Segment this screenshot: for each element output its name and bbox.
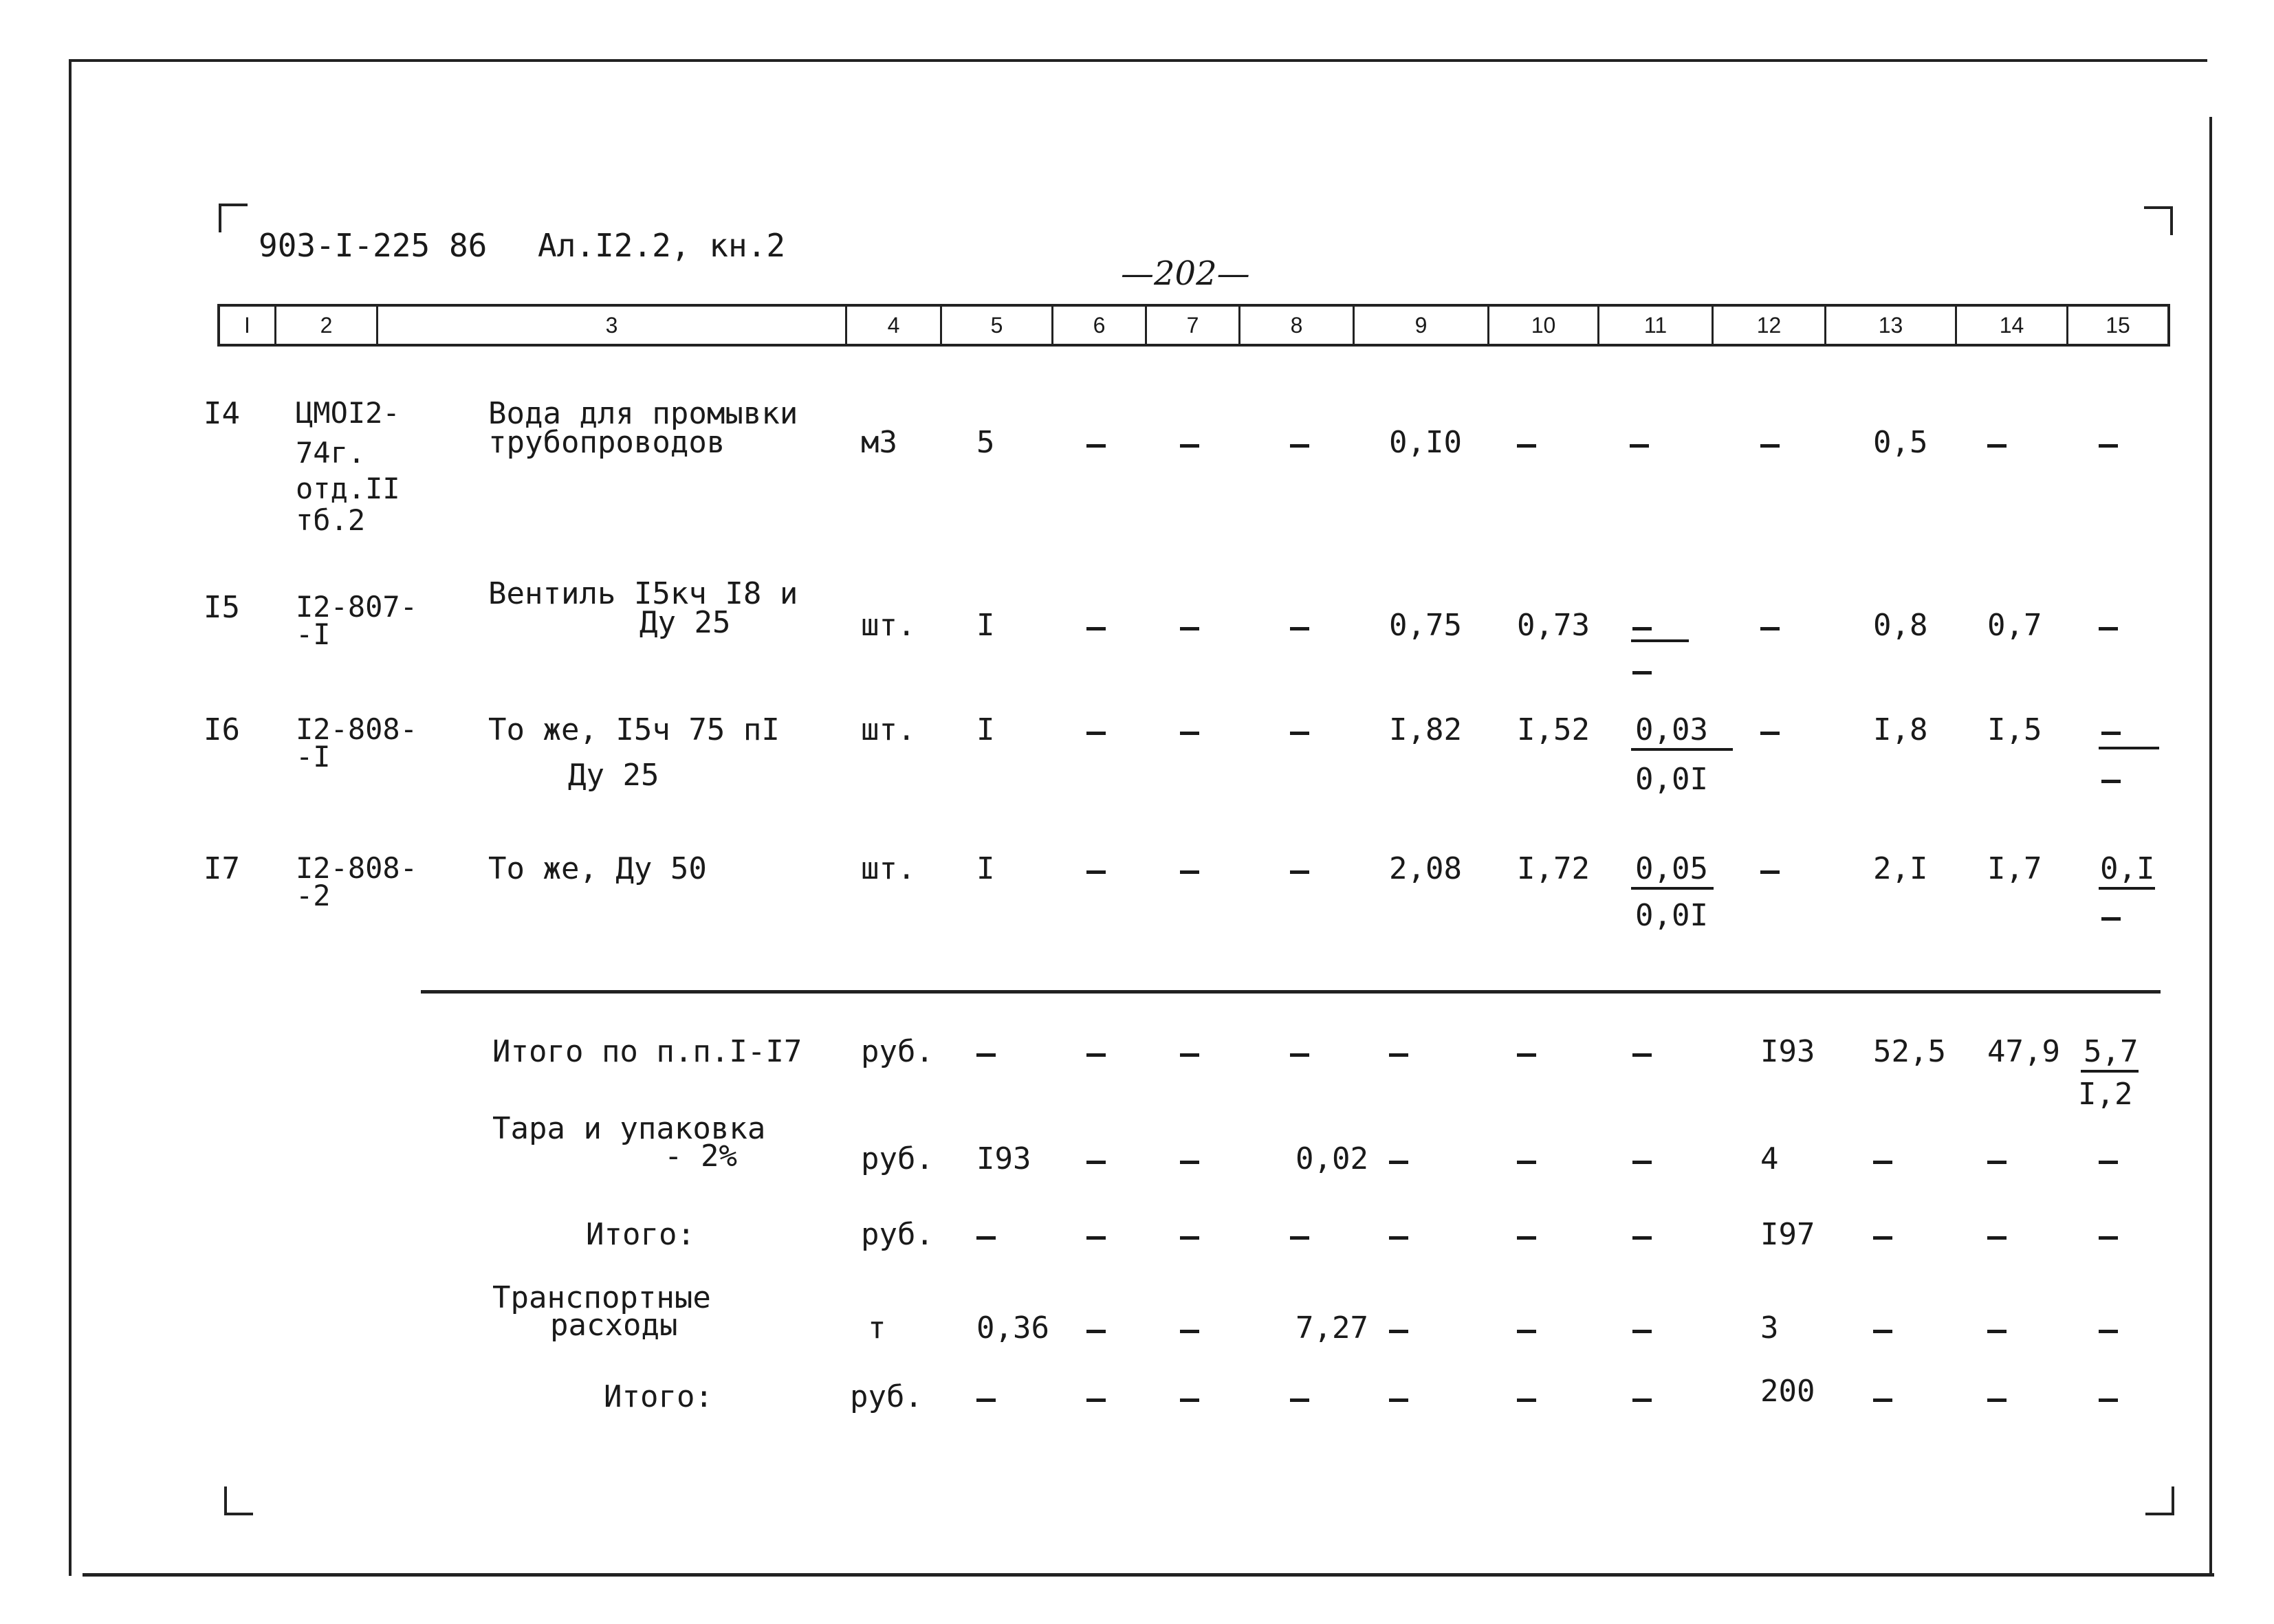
cell-col8: 7,27 bbox=[1295, 1310, 1368, 1346]
empty-dash bbox=[1632, 1236, 1652, 1240]
empty-dash bbox=[1873, 1236, 1892, 1240]
cell-col10: I,52 bbox=[1517, 712, 1590, 747]
empty-dash bbox=[1290, 732, 1309, 735]
quantity: I bbox=[976, 712, 995, 747]
column-header: 5 bbox=[942, 307, 1053, 344]
cell-col9: 0,I0 bbox=[1389, 425, 1462, 460]
totals-label-line: Транспортные bbox=[492, 1280, 711, 1315]
empty-dash bbox=[1632, 671, 1652, 674]
cell-col14: I,5 bbox=[1987, 712, 2042, 747]
norm-code-line: I2-808- bbox=[296, 851, 418, 885]
empty-dash bbox=[1873, 1161, 1892, 1164]
empty-dash bbox=[1632, 1053, 1652, 1057]
norm-code-line: отд.II bbox=[296, 472, 400, 505]
empty-dash bbox=[1290, 627, 1309, 630]
cell-col13: 0,8 bbox=[1873, 608, 1928, 643]
document-code: 903-I-225 86 bbox=[259, 227, 488, 264]
unit: руб. bbox=[861, 1141, 934, 1176]
quantity: I bbox=[976, 851, 995, 886]
empty-dash bbox=[1389, 1398, 1408, 1402]
empty-dash bbox=[1180, 732, 1199, 735]
row-number: I6 bbox=[204, 712, 240, 747]
norm-code-line: ЦМОI2- bbox=[296, 396, 400, 430]
empty-dash bbox=[1873, 1330, 1892, 1333]
empty-dash bbox=[2099, 444, 2118, 448]
cell-col14: 47,9 bbox=[1987, 1034, 2060, 1069]
column-header: 3 bbox=[378, 307, 847, 344]
empty-dash bbox=[1517, 1330, 1536, 1333]
cell-col14: 0,7 bbox=[1987, 608, 2042, 643]
column-header: 14 bbox=[1957, 307, 2068, 344]
empty-dash bbox=[1389, 1053, 1408, 1057]
cell-col13: 2,I bbox=[1873, 851, 1928, 886]
column-header: 8 bbox=[1240, 307, 1355, 344]
totals-label: Итого по п.п.I-I7 bbox=[492, 1034, 802, 1069]
unit: руб. bbox=[850, 1379, 923, 1414]
totals-label-line: Тара и упаковка bbox=[492, 1111, 766, 1146]
frame-left-line bbox=[69, 59, 72, 1576]
column-header: I bbox=[220, 307, 276, 344]
unit: шт. bbox=[861, 608, 916, 643]
cell-col12: 200 bbox=[1760, 1374, 1815, 1409]
unit: т bbox=[868, 1310, 886, 1346]
empty-dash bbox=[1987, 444, 2007, 448]
empty-dash bbox=[1517, 1236, 1536, 1240]
empty-dash bbox=[1987, 1161, 2007, 1164]
cell-col10: 0,73 bbox=[1517, 608, 1590, 643]
empty-dash bbox=[1632, 627, 1652, 630]
cell-col13: 52,5 bbox=[1873, 1034, 1946, 1069]
album-reference: Ал.I2.2, кн.2 bbox=[538, 227, 786, 264]
empty-dash bbox=[1180, 1330, 1199, 1333]
item-name-line: То же, Ду 50 bbox=[488, 851, 707, 886]
empty-dash bbox=[1760, 870, 1780, 874]
empty-dash bbox=[1086, 870, 1106, 874]
fraction-line bbox=[1631, 887, 1714, 890]
empty-dash bbox=[1180, 1053, 1199, 1057]
totals-separator bbox=[421, 990, 2161, 994]
cell-col9: 2,08 bbox=[1389, 851, 1462, 886]
cell-col11-bottom: 0,0I bbox=[1635, 762, 1708, 797]
column-header: 11 bbox=[1599, 307, 1714, 344]
cell-col12: I93 bbox=[1760, 1034, 1815, 1069]
empty-dash bbox=[2099, 1330, 2118, 1333]
empty-dash bbox=[2099, 627, 2118, 630]
empty-dash bbox=[1086, 1398, 1106, 1402]
cell-col15-top: 0,I bbox=[2100, 851, 2155, 886]
cell-col11-bottom: 0,0I bbox=[1635, 898, 1708, 933]
column-header: 4 bbox=[847, 307, 942, 344]
empty-dash bbox=[1517, 444, 1536, 448]
norm-code-line: -I bbox=[296, 617, 331, 651]
cell-col8: 0,02 bbox=[1295, 1141, 1368, 1176]
cell-col13: 0,5 bbox=[1873, 425, 1928, 460]
norm-code-line: тб.2 bbox=[296, 503, 366, 537]
column-header-strip bbox=[217, 304, 2170, 347]
empty-dash bbox=[1086, 627, 1106, 630]
empty-dash bbox=[976, 1236, 996, 1240]
empty-dash bbox=[1086, 1161, 1106, 1164]
row-number: I7 bbox=[204, 851, 240, 886]
cell-col11-top: 0,03 bbox=[1635, 712, 1708, 747]
norm-code-line: I2-807- bbox=[296, 590, 418, 624]
norm-code-line: I2-808- bbox=[296, 712, 418, 746]
empty-dash bbox=[1290, 870, 1309, 874]
item-name-line: Ду 25 bbox=[639, 605, 731, 640]
cell-col9: I,82 bbox=[1389, 712, 1462, 747]
frame-top-line bbox=[69, 59, 2207, 62]
page-number: —202— bbox=[1121, 254, 1250, 293]
cell-col14: I,7 bbox=[1987, 851, 2042, 886]
cell-col9: 0,75 bbox=[1389, 608, 1462, 643]
corner-mark-bottom-left bbox=[224, 1486, 253, 1515]
empty-dash bbox=[1630, 444, 1649, 448]
empty-dash bbox=[976, 1398, 996, 1402]
cell-col15-bottom: I,2 bbox=[2078, 1077, 2133, 1112]
empty-dash bbox=[1389, 1330, 1408, 1333]
cell-col13: I,8 bbox=[1873, 712, 1928, 747]
column-header: 6 bbox=[1053, 307, 1147, 344]
cell-col12: 4 bbox=[1760, 1141, 1779, 1176]
empty-dash bbox=[1290, 1053, 1309, 1057]
norm-code-line: 74г. bbox=[296, 436, 366, 470]
fraction-line bbox=[1631, 748, 1733, 751]
empty-dash bbox=[2101, 917, 2121, 921]
empty-dash bbox=[1290, 1398, 1309, 1402]
empty-dash bbox=[1290, 1236, 1309, 1240]
empty-dash bbox=[1987, 1236, 2007, 1240]
column-header: 7 bbox=[1147, 307, 1240, 344]
row-number: I5 bbox=[204, 590, 240, 625]
totals-label: Итого: bbox=[586, 1217, 695, 1252]
totals-label-line: - 2% bbox=[664, 1139, 737, 1174]
column-header: 10 bbox=[1489, 307, 1599, 344]
column-header: 12 bbox=[1714, 307, 1826, 344]
empty-dash bbox=[2099, 1398, 2118, 1402]
empty-dash bbox=[1987, 1398, 2007, 1402]
cell-col12: I97 bbox=[1760, 1217, 1815, 1252]
empty-dash bbox=[1180, 444, 1199, 448]
fraction-line bbox=[2099, 747, 2159, 749]
unit: руб. bbox=[861, 1034, 934, 1069]
empty-dash bbox=[2099, 1236, 2118, 1240]
column-header: 13 bbox=[1826, 307, 1957, 344]
corner-mark-bottom-right bbox=[2145, 1486, 2174, 1515]
empty-dash bbox=[2101, 732, 2121, 735]
empty-dash bbox=[1086, 1236, 1106, 1240]
quantity: 5 bbox=[976, 425, 995, 460]
empty-dash bbox=[1180, 1236, 1199, 1240]
unit: руб. bbox=[861, 1217, 934, 1252]
empty-dash bbox=[1389, 1161, 1408, 1164]
empty-dash bbox=[2101, 780, 2121, 783]
cell-col12: 3 bbox=[1760, 1310, 1779, 1346]
empty-dash bbox=[1389, 1236, 1408, 1240]
cell-col11-top: 0,05 bbox=[1635, 851, 1708, 886]
totals-label: Итого: bbox=[604, 1379, 713, 1414]
empty-dash bbox=[1086, 1053, 1106, 1057]
column-header: 2 bbox=[276, 307, 378, 344]
empty-dash bbox=[1987, 1330, 2007, 1333]
empty-dash bbox=[1632, 1330, 1652, 1333]
fraction-line bbox=[1631, 639, 1689, 642]
unit: шт. bbox=[861, 712, 916, 747]
empty-dash bbox=[1180, 627, 1199, 630]
totals-label-line: расходы bbox=[550, 1308, 678, 1343]
corner-mark-top-left bbox=[219, 204, 248, 232]
row-number: I4 bbox=[204, 396, 240, 431]
norm-code-line: -I bbox=[296, 740, 331, 773]
cell-col5: I93 bbox=[976, 1141, 1031, 1176]
cell-col10: I,72 bbox=[1517, 851, 1590, 886]
empty-dash bbox=[1760, 732, 1780, 735]
empty-dash bbox=[1632, 1398, 1652, 1402]
empty-dash bbox=[1517, 1161, 1536, 1164]
fraction-line bbox=[2099, 887, 2155, 890]
cell-col5: 0,36 bbox=[976, 1310, 1049, 1346]
quantity: I bbox=[976, 608, 995, 643]
frame-right-line bbox=[2209, 117, 2212, 1576]
empty-dash bbox=[1290, 444, 1309, 448]
unit: м3 bbox=[861, 425, 897, 460]
empty-dash bbox=[1180, 1398, 1199, 1402]
fraction-line bbox=[2081, 1070, 2139, 1073]
item-name-line: То же, I5ч 75 пI bbox=[488, 712, 780, 747]
empty-dash bbox=[1180, 870, 1199, 874]
frame-bottom-line bbox=[83, 1573, 2214, 1577]
empty-dash bbox=[2099, 1161, 2118, 1164]
empty-dash bbox=[1086, 444, 1106, 448]
column-header: 15 bbox=[2106, 313, 2130, 338]
empty-dash bbox=[1517, 1398, 1536, 1402]
empty-dash bbox=[1760, 444, 1780, 448]
cell-col15-top: 5,7 bbox=[2084, 1034, 2139, 1069]
item-name-line: трубопроводов bbox=[488, 425, 725, 460]
empty-dash bbox=[1086, 1330, 1106, 1333]
empty-dash bbox=[1873, 1398, 1892, 1402]
unit: шт. bbox=[861, 851, 916, 886]
item-name-line: Ду 25 bbox=[568, 758, 659, 793]
empty-dash bbox=[1180, 1161, 1199, 1164]
corner-mark-top-right bbox=[2144, 206, 2173, 235]
norm-code-line: -2 bbox=[296, 879, 331, 912]
empty-dash bbox=[1086, 732, 1106, 735]
item-name-line: Вентиль I5кч I8 и bbox=[488, 576, 798, 611]
item-name-line: Вода для промывки bbox=[488, 396, 798, 431]
empty-dash bbox=[976, 1053, 996, 1057]
empty-dash bbox=[1632, 1161, 1652, 1164]
column-header: 9 bbox=[1355, 307, 1489, 344]
empty-dash bbox=[1760, 627, 1780, 630]
empty-dash bbox=[1517, 1053, 1536, 1057]
